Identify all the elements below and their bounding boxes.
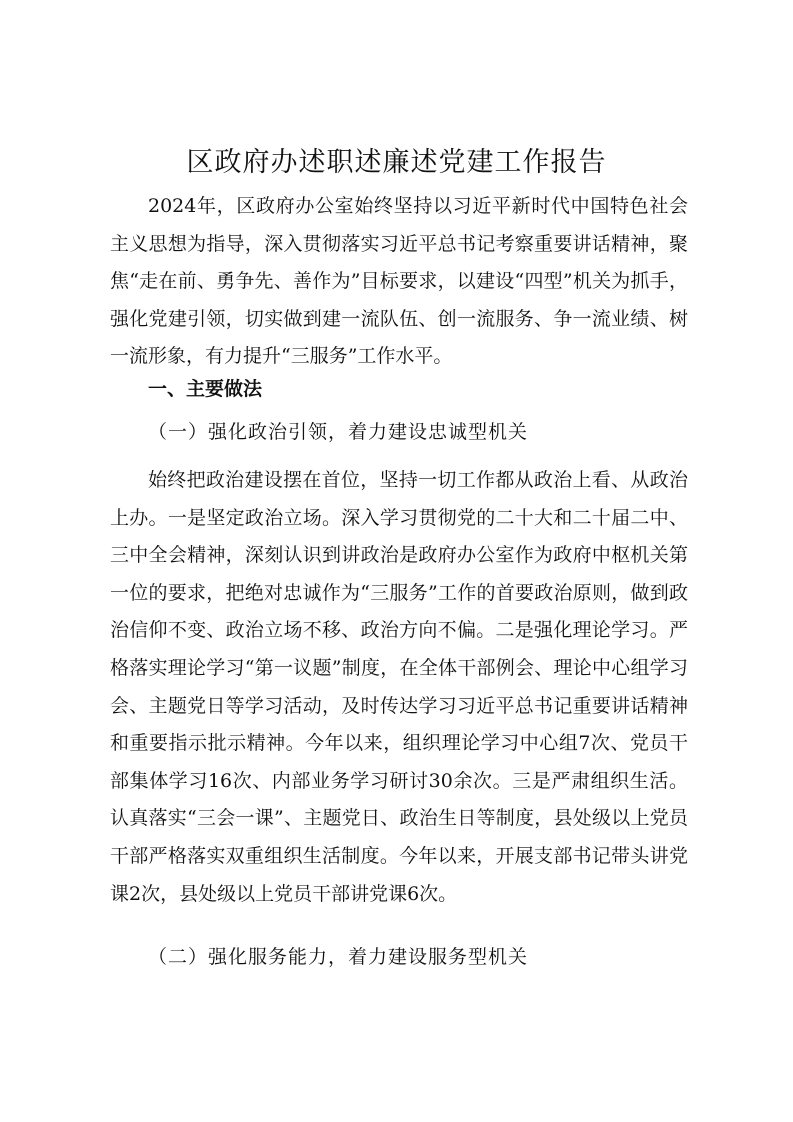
document-title: 区政府办述职述廉述党建工作报告 (186, 147, 607, 178)
political-leadership-paragraph: 始终把政治建设摆在首位，坚持一切工作都从政治上看、从政治上办。一是坚定政治立场。深入学习贯彻党的二十大和二十届二中、三中全会精神，深刻认识到讲政治是政府办公室作为政府中枢机关第一位的要求，把绝对忠诚作为“三服务”工作的首要政治原则，做到政治信仰不变、政治立场不移、政治方向不偏。二是强化理论学习。严格落实理论学习“第一议题”制度，在全体干部例会、理论中心组学习会、主题党日等学习活动，及时传达学习习近平总书记重要讲话精神和重要指示批示精神。今年以来，组织理论学习中心组7次、党员干部集体学习16次、内部业务学习研讨30余次。三是严肃组织生活。认真落实“三会一课”、主题党日、政治生日等制度，县处级以上党员干部严格落实双重组织生活制度。今年以来，开展支部书记带头讲党课2次，县处级以上党员干部讲党课6次。 (110, 469, 688, 905)
section-heading-main-practices: 一、主要做法 (148, 378, 263, 400)
intro-paragraph: 2024年，区政府办公室始终坚持以习近平新时代中国特色社会主义思想为指导，深入贯彻落实习近平总书记考察重要讲话精神，聚焦“走在前、勇争先、善作为”目标要求，以建设“四型”机关为抓手，强化党建引领，切实做到建一流队伍、创一流服务、争一流业绩、树一流形象，有力提升“三服务”工作水平。 (110, 195, 688, 368)
subsection-heading-political-leadership: （一）强化政治引领，着力建设忠诚型机关 (148, 421, 529, 443)
subsection-heading-service-capacity: （二）强化服务能力，着力建设服务型机关 (148, 946, 529, 968)
